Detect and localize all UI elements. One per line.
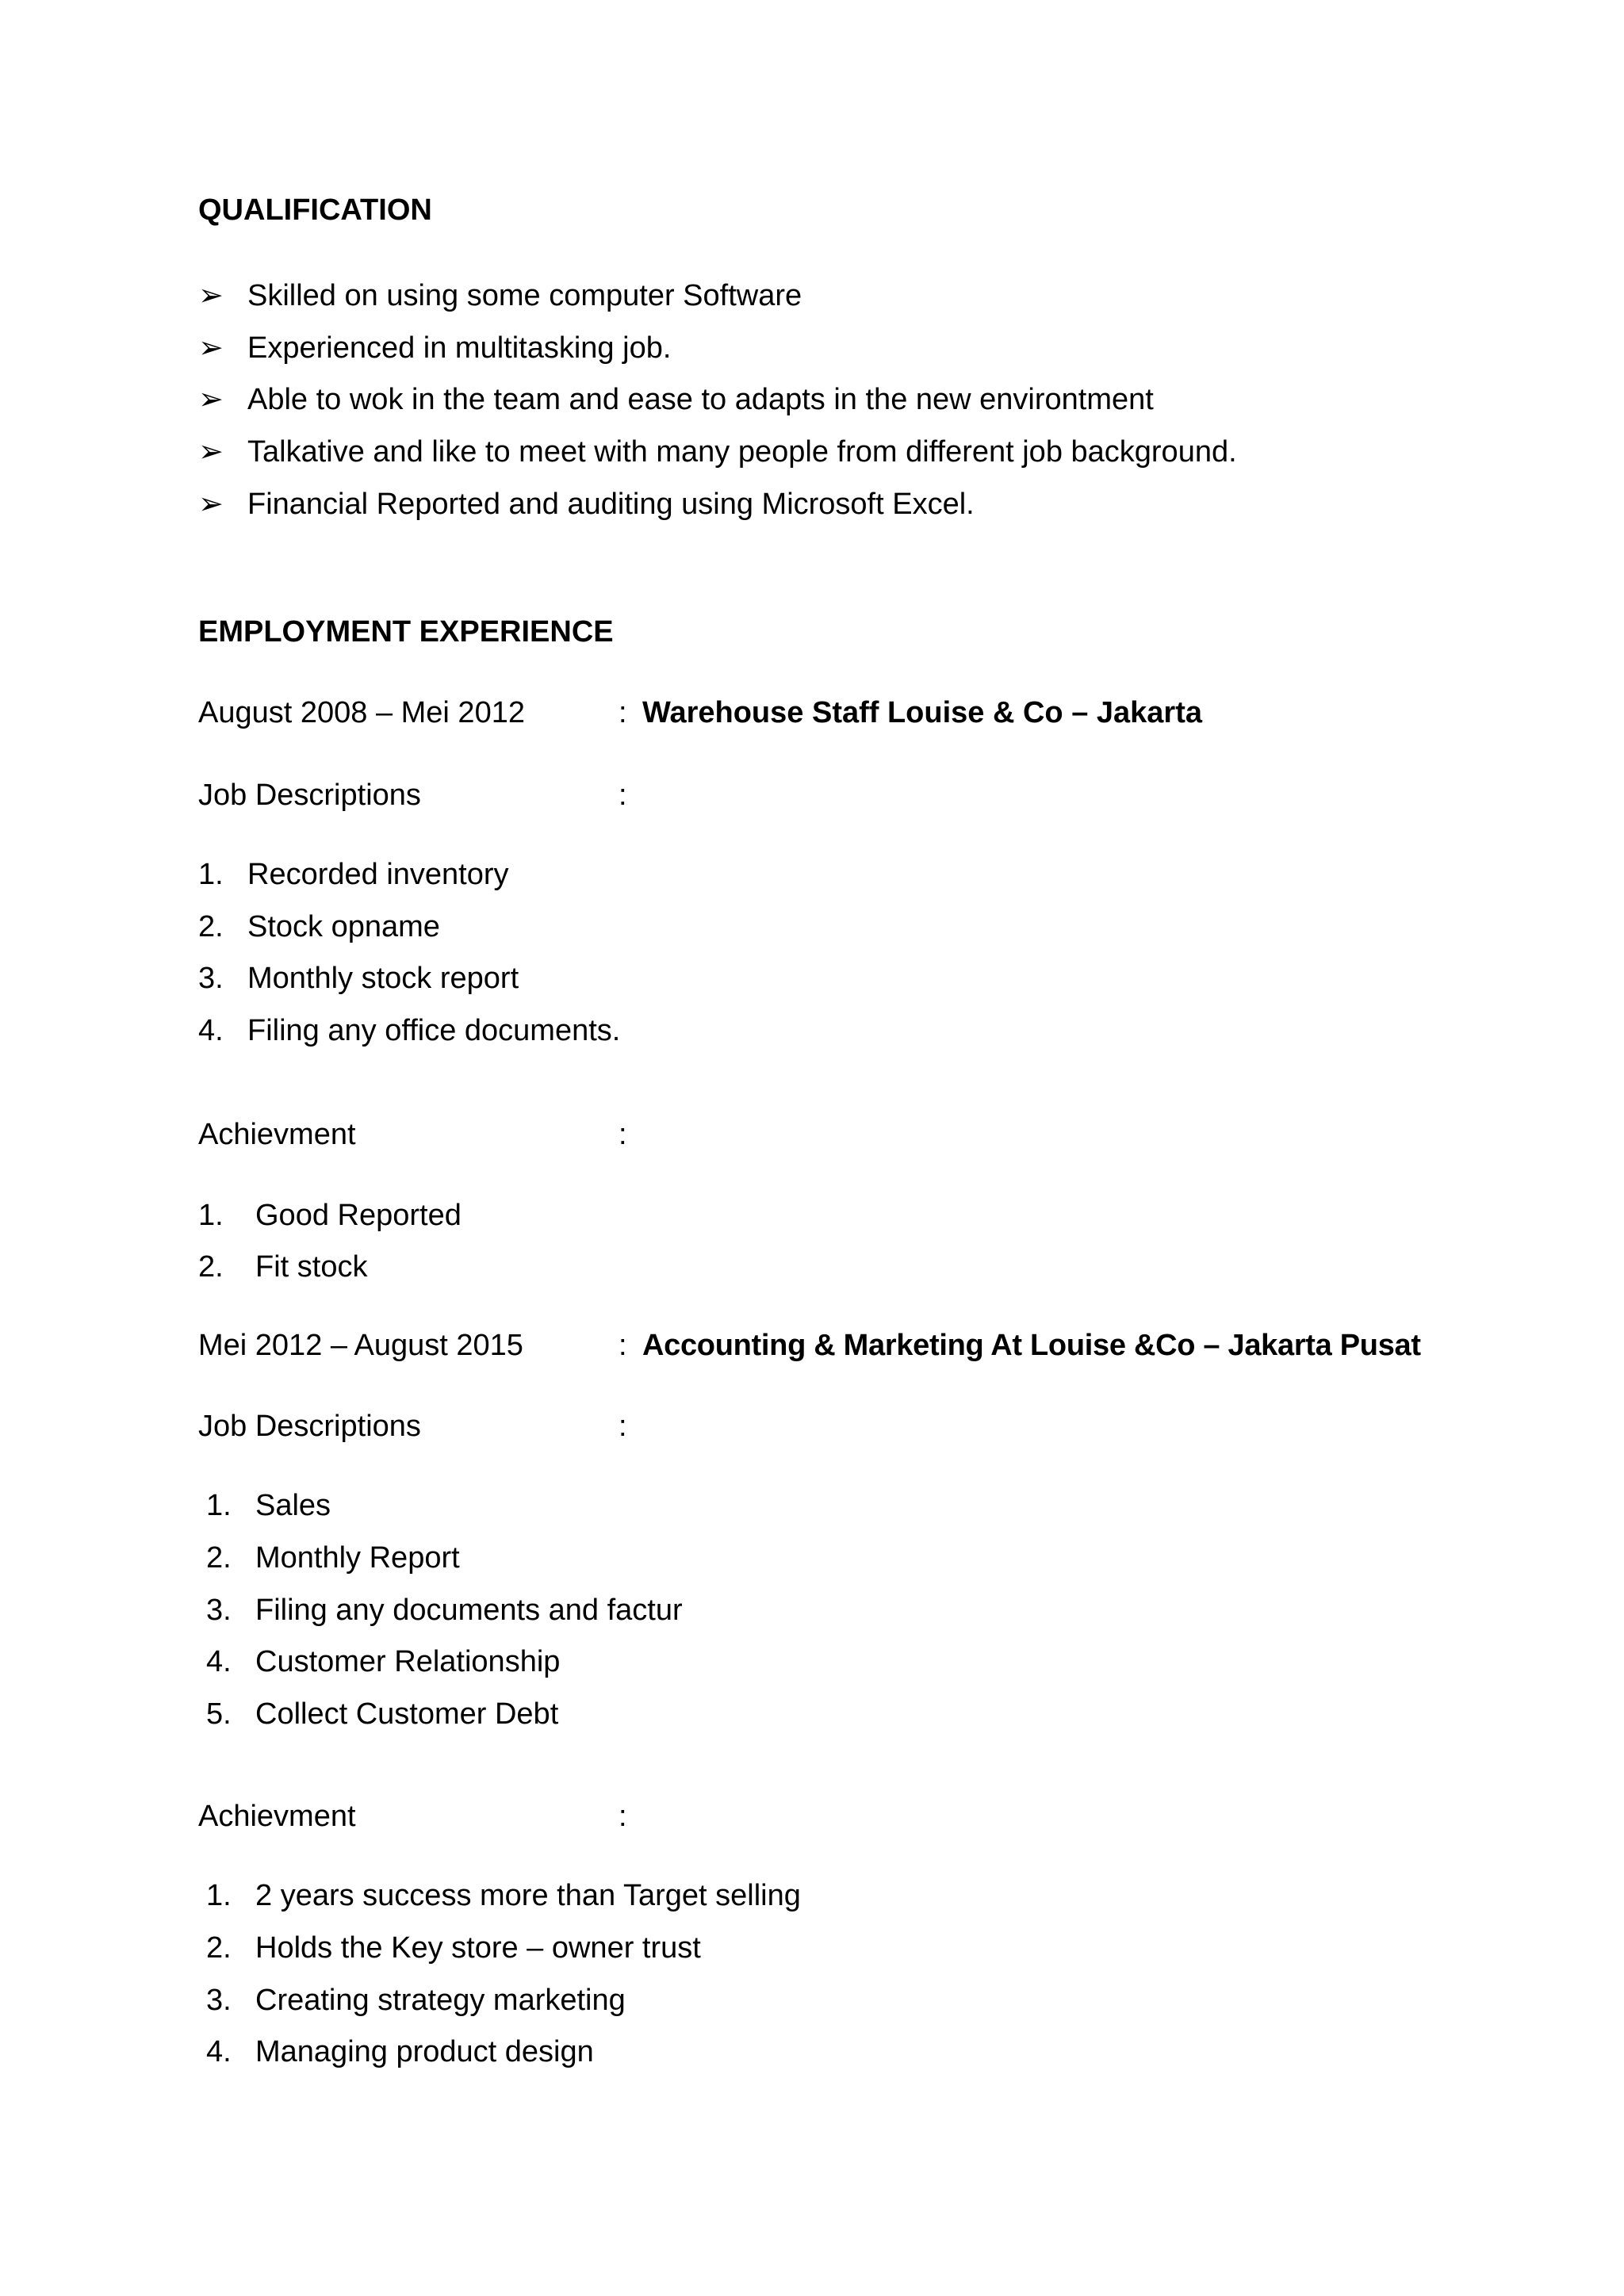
achievement-label: Achievment (198, 1800, 356, 1833)
achievement-item: Good Reported (255, 1199, 462, 1232)
arrow-bullet-icon: ➢ (198, 383, 224, 416)
employment-heading: EMPLOYMENT EXPERIENCE (198, 615, 614, 649)
list-number: 3. (206, 1594, 232, 1627)
job-desc-colon: : (619, 779, 627, 812)
arrow-bullet-icon: ➢ (198, 279, 224, 312)
achievement-colon: : (619, 1800, 627, 1833)
arrow-bullet-icon: ➢ (198, 488, 224, 521)
achievement-item: Creating strategy marketing (255, 1984, 626, 2017)
qualification-item: Financial Reported and auditing using Microsoft Excel. (247, 488, 975, 521)
job-desc-item: Customer Relationship (255, 1645, 561, 1678)
achievement-item: 2 years success more than Target selling (255, 1879, 801, 1912)
job-desc-colon: : (619, 1410, 627, 1443)
job-period: Mei 2012 – August 2015 (198, 1329, 523, 1362)
list-number: 4. (198, 1014, 224, 1047)
list-number: 2. (206, 1931, 232, 1965)
achievement-item: Holds the Key store – owner trust (255, 1931, 701, 1965)
job-desc-item: Monthly Report (255, 1541, 460, 1575)
qualification-item: Skilled on using some computer Software (247, 279, 802, 312)
qualification-item: Able to wok in the team and ease to adapts in the new environtment (247, 383, 1154, 416)
arrow-bullet-icon: ➢ (198, 435, 224, 469)
qualification-item: Talkative and like to meet with many people from different job background. (247, 435, 1237, 469)
list-number: 4. (206, 1645, 232, 1678)
arrow-bullet-icon: ➢ (198, 331, 224, 365)
list-number: 4. (206, 2035, 232, 2068)
qualification-heading: QUALIFICATION (198, 193, 432, 227)
job-desc-label: Job Descriptions (198, 1410, 421, 1443)
list-number: 2. (198, 910, 224, 943)
job-period: August 2008 – Mei 2012 (198, 696, 525, 729)
achievement-label: Achievment (198, 1118, 356, 1151)
achievement-item: Fit stock (255, 1250, 368, 1284)
list-number: 1. (198, 1199, 224, 1232)
list-number: 2. (198, 1250, 224, 1284)
job-title: Accounting & Marketing At Louise &Co – Jakarta Pusat (642, 1329, 1421, 1362)
job-desc-label: Job Descriptions (198, 779, 421, 812)
job-desc-item: Sales (255, 1489, 331, 1522)
job-colon: : (619, 696, 627, 729)
list-number: 3. (206, 1984, 232, 2017)
job-desc-item: Filing any office documents. (247, 1014, 621, 1047)
job-desc-item: Stock opname (247, 910, 440, 943)
job-desc-item: Monthly stock report (247, 962, 519, 995)
achievement-colon: : (619, 1118, 627, 1151)
list-number: 1. (206, 1489, 232, 1522)
achievement-item: Managing product design (255, 2035, 594, 2068)
job-desc-item: Collect Customer Debt (255, 1697, 559, 1731)
list-number: 1. (198, 858, 224, 891)
job-desc-item: Filing any documents and factur (255, 1594, 683, 1627)
list-number: 5. (206, 1697, 232, 1731)
job-desc-item: Recorded inventory (247, 858, 509, 891)
job-title: Warehouse Staff Louise & Co – Jakarta (642, 696, 1203, 729)
list-number: 1. (206, 1879, 232, 1912)
list-number: 3. (198, 962, 224, 995)
list-number: 2. (206, 1541, 232, 1575)
job-colon: : (619, 1329, 627, 1362)
qualification-item: Experienced in multitasking job. (247, 331, 672, 365)
